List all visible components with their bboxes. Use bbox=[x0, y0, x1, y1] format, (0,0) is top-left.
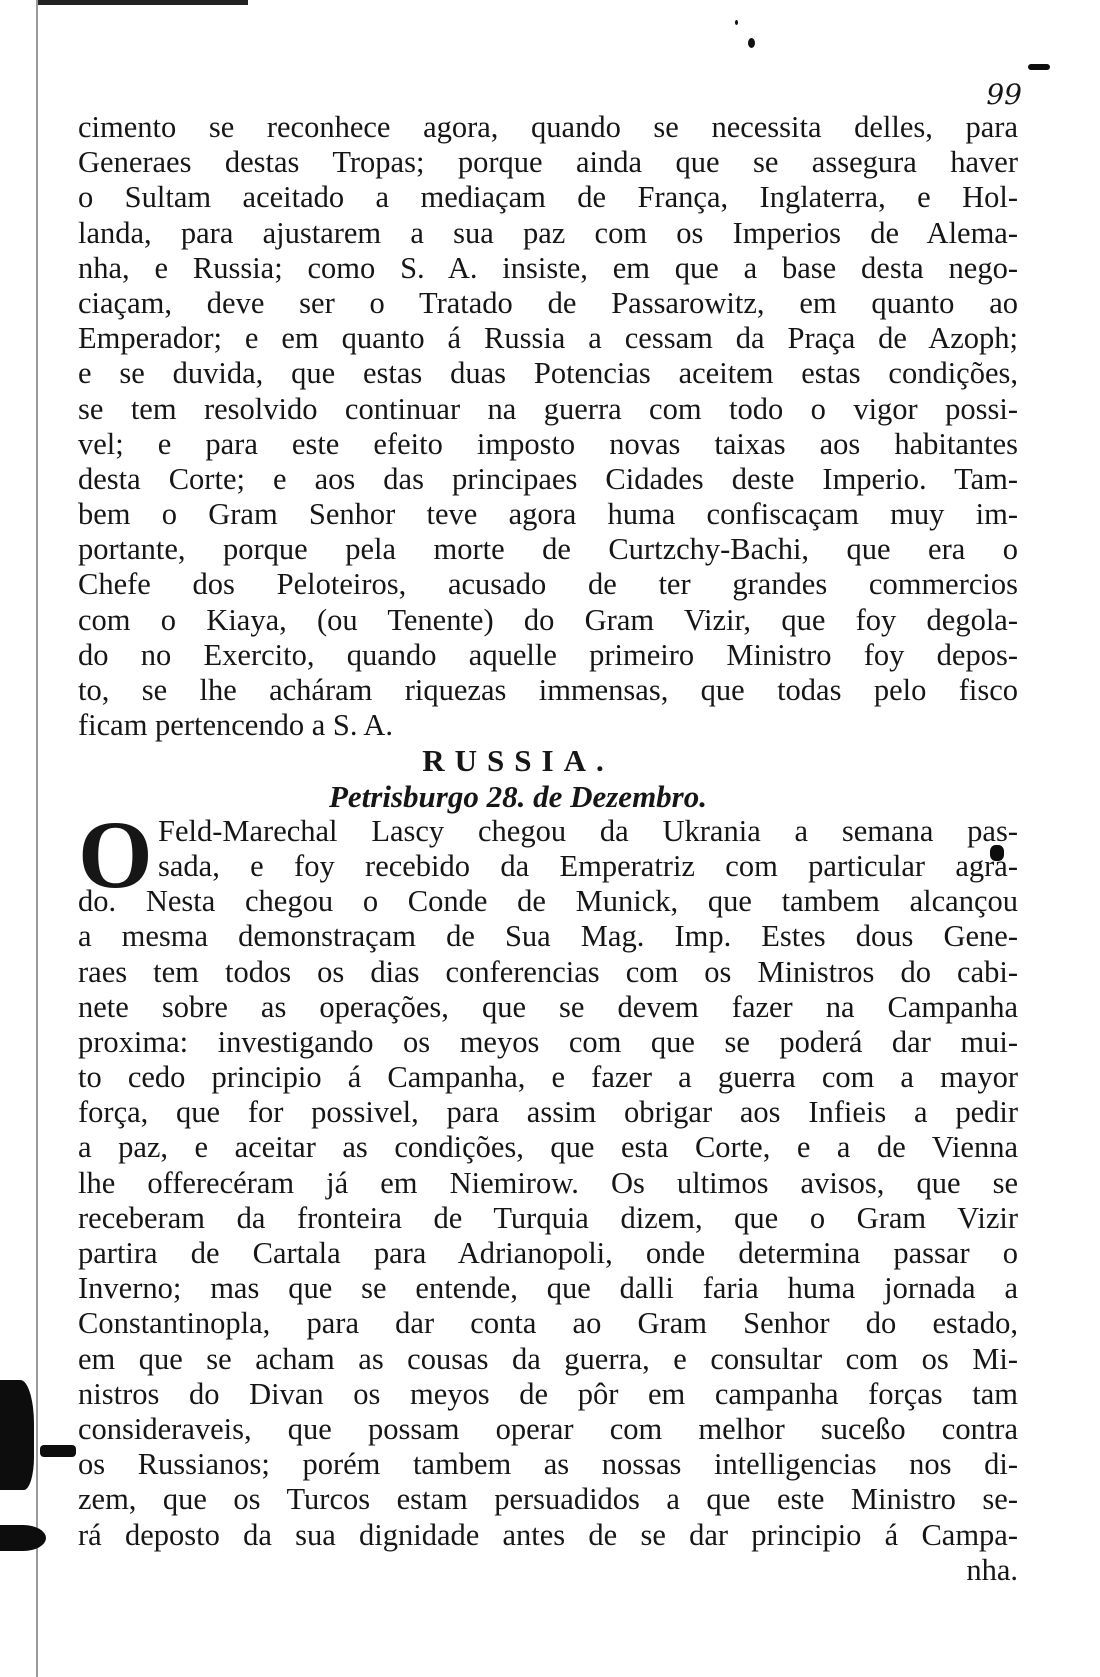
margin-blot bbox=[0, 1380, 34, 1490]
text-line: raes tem todos os dias conferencias com os Ministros do cabi- bbox=[78, 954, 1018, 989]
text-line: a mesma demonstraçam de Sua Mag. Imp. Estes dous Gene- bbox=[78, 919, 1018, 954]
text-line: com o Kiaya, (ou Tenente) do Gram Vizir, que foy degola- bbox=[78, 602, 1018, 637]
text-line: vel; e para este efeito imposto novas taixas aos habitantes bbox=[78, 426, 1018, 461]
top-rule bbox=[38, 0, 248, 5]
ink-speck bbox=[735, 20, 738, 25]
text-line: do no Exercito, quando aquelle primeiro Ministro foy depos- bbox=[78, 637, 1018, 672]
margin-blot bbox=[0, 1525, 46, 1551]
text-line: a paz, e aceitar as condições, que esta Corte, e a de Vienna bbox=[78, 1130, 1018, 1165]
text-line: portante, porque pela morte de Curtzchy-Bachi, que era o bbox=[78, 532, 1018, 567]
text-line: nha, e Russia; como S. A. insiste, em que a base desta nego- bbox=[78, 250, 1018, 285]
text-line: proxima: investigando os meyos com que se poderá dar mui- bbox=[78, 1024, 1018, 1059]
text-line: se tem resolvido continuar na guerra com todo o vigor possi- bbox=[78, 391, 1018, 426]
text-line: landa, para ajustarem a sua paz com os Imperios de Alema- bbox=[78, 215, 1018, 250]
catchword: nha. bbox=[966, 1552, 1018, 1587]
text-line: Emperador; e em quanto á Russia a cessam da Praça de Azoph; bbox=[78, 321, 1018, 356]
text-line: bem o Gram Senhor teve agora huma confiscaçam muy im- bbox=[78, 497, 1018, 532]
text-line: sada, e foy recebido da Emperatriz com particular agra- bbox=[158, 848, 1018, 883]
text-line: receberam da fronteira de Turquia dizem, que o Gram Vizir bbox=[78, 1200, 1018, 1235]
margin-blot bbox=[1028, 64, 1050, 70]
margin-blot bbox=[40, 1445, 76, 1457]
paragraph-1 bbox=[78, 110, 1018, 743]
text-line: os Russianos; porém tambem as nossas intelligencias nos di- bbox=[78, 1447, 1018, 1482]
text-line: lhe offerecéram já em Niemirow. Os ultimos avisos, que se bbox=[78, 1165, 1018, 1200]
body-text bbox=[78, 110, 1018, 1588]
text-line: em que se acham as cousas da guerra, e consultar com os Mi- bbox=[78, 1341, 1018, 1376]
drop-cap: O bbox=[78, 800, 153, 908]
text-line: Generaes destas Tropas; porque ainda que se assegura haver bbox=[78, 145, 1018, 180]
text-line: Constantinopla, para dar conta ao Gram Senhor do estado, bbox=[78, 1306, 1018, 1341]
text-line: nete sobre as operações, que se devem fazer na Campanha bbox=[78, 989, 1018, 1024]
text-line: Inverno; mas que se entende, que dalli faria huma jornada a bbox=[78, 1271, 1018, 1306]
text-line: nistros do Divan os meyos de pôr em campanha forças tam bbox=[78, 1376, 1018, 1411]
text-line: e se duvida, que estas duas Potencias aceitem estas condições, bbox=[78, 356, 1018, 391]
text-line: Chefe dos Peloteiros, acusado de ter grandes commercios bbox=[78, 567, 1018, 602]
section-heading: RUSSIA. bbox=[422, 743, 614, 779]
text-line: Feld-Marechal Lascy chegou da Ukrania a semana pas- bbox=[158, 813, 1018, 848]
text-line: o Sultam aceitado a mediaçam de França, Inglaterra, e Hol- bbox=[78, 180, 1018, 215]
text-line: ciaçam, deve ser o Tratado de Passarowitz, em quanto ao bbox=[78, 285, 1018, 320]
text-line: cimento se reconhece agora, quando se necessita delles, para bbox=[78, 110, 1018, 144]
text-line: to, se lhe acháram riquezas immensas, que todas pelo fisco bbox=[78, 673, 1018, 707]
text-line: desta Corte; e aos das principaes Cidades deste Imperio. Tam- bbox=[78, 461, 1018, 496]
page-edge bbox=[36, 0, 38, 1677]
text-line: força, que for possivel, para assim obrigar aos Infieis a pedir bbox=[78, 1095, 1018, 1130]
page-number: 99 bbox=[986, 78, 1022, 111]
text-line: to cedo principio á Campanha, e fazer a guerra com a mayor bbox=[78, 1060, 1018, 1095]
text-line: partira de Cartala para Adrianopoli, onde determina passar o bbox=[78, 1236, 1018, 1270]
text-line: rá deposto da sua dignidade antes de se dar principio á Campa- bbox=[78, 1517, 1018, 1552]
text-line: ficam pertencendo a S. A. bbox=[78, 708, 394, 743]
text-line: do. Nesta chegou o Conde de Munick, que tambem alcançou bbox=[78, 884, 1018, 919]
paragraph-2 bbox=[78, 800, 1018, 1588]
text-line: consideraveis, que possam operar com melhor suceßo contra bbox=[78, 1411, 1018, 1446]
ink-speck bbox=[748, 38, 755, 48]
text-line: zem, que os Turcos estam persuadidos a que este Ministro se- bbox=[78, 1482, 1018, 1517]
dateline: Petrisburgo 28. de Dezembro. bbox=[328, 778, 707, 814]
